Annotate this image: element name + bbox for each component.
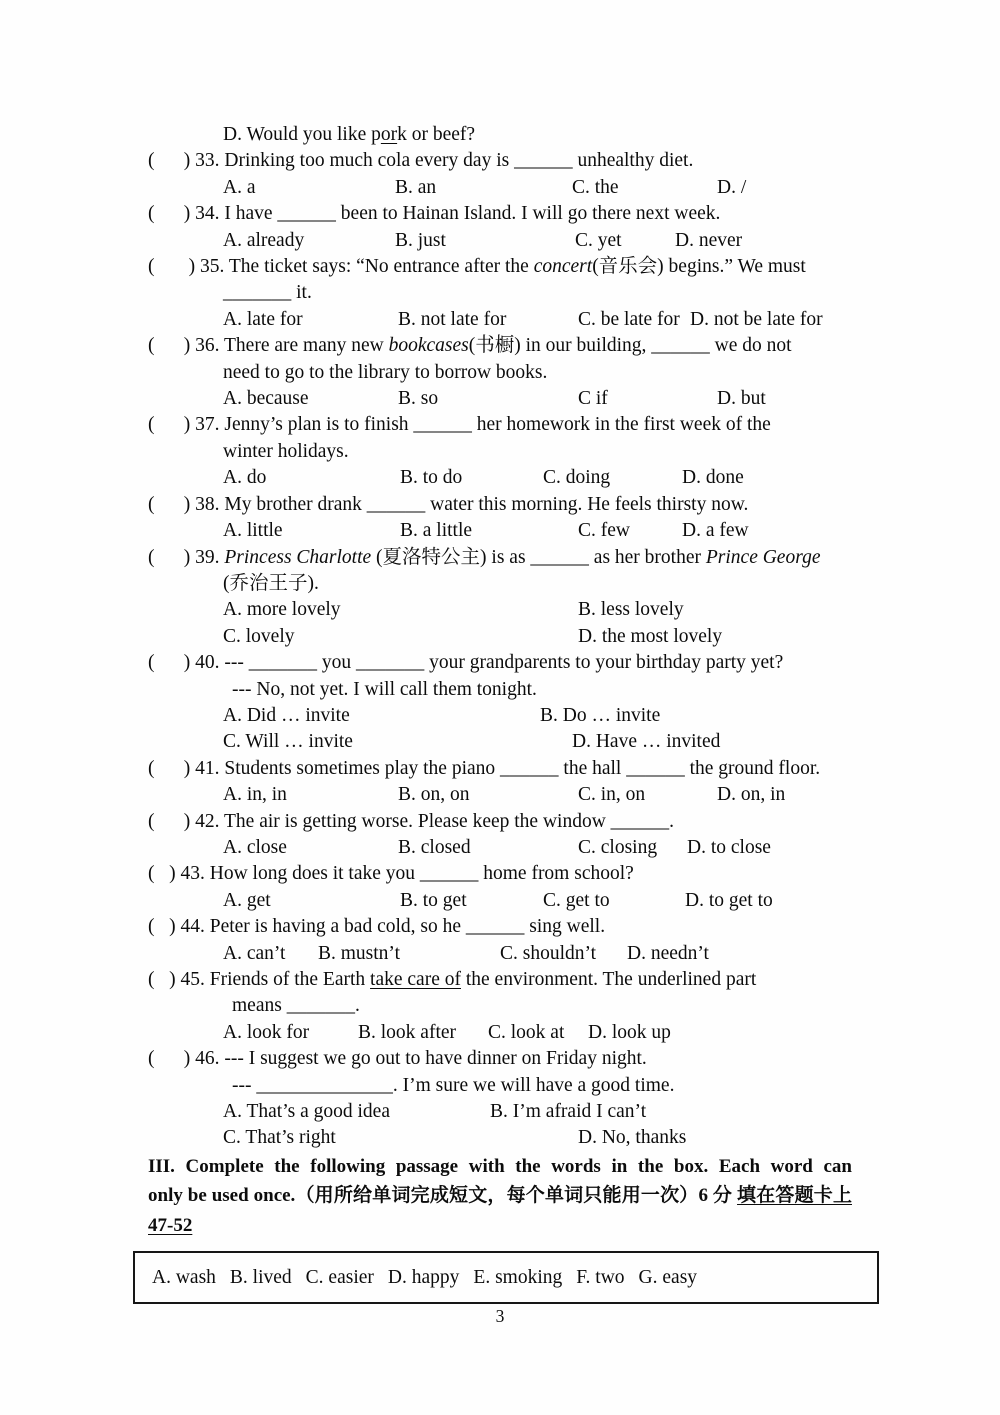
text-line <box>148 492 852 518</box>
option-item: B. look after <box>358 1021 457 1043</box>
option-item: C. the <box>572 176 619 198</box>
text-line <box>148 677 852 703</box>
text-segment: means _______. <box>232 995 360 1017</box>
text-segment: ( ) 42. The air is getting worse. Please keep the window ______. <box>148 810 675 832</box>
option-item: B. closed <box>398 836 471 858</box>
option-item: D. the most lovely <box>578 625 723 647</box>
option-item: C. in, on <box>578 784 646 806</box>
option-item: B. an <box>395 176 437 198</box>
section-heading-line <box>148 1181 852 1211</box>
text-segment: ( ) 41. Students sometimes play the piano ______ the hall ______ the ground floor. <box>148 757 821 779</box>
option-item: B. Do … invite <box>540 704 661 726</box>
word-box-item: G. easy <box>638 1267 698 1288</box>
option-item: C. yet <box>575 229 622 251</box>
text-line <box>148 545 852 571</box>
text-line <box>148 1073 852 1099</box>
option-item: B. less lovely <box>578 599 684 621</box>
text-segment: III. Complete the following passage with the words in the box. Each word can <box>148 1155 852 1177</box>
text-line <box>148 756 852 782</box>
italic-text: Prince George <box>705 546 821 568</box>
section-heading-line <box>148 1211 852 1241</box>
word-box-item: C. easier <box>305 1267 374 1288</box>
italic-text: bookcases <box>388 335 469 357</box>
text-line <box>148 412 852 438</box>
option-item: C. That’s right <box>223 1127 336 1149</box>
text-segment: ( ) 33. Drinking too much cola every day is ______ unhealthy diet. <box>148 150 694 172</box>
word-box-item: D. happy <box>387 1267 460 1288</box>
option-item: D. to get to <box>685 889 773 911</box>
text-segment: only be used once.（用所给单词完成短文，每个单词只能用一次）6 分 <box>148 1185 738 1207</box>
option-row <box>148 624 852 650</box>
option-item: B. a little <box>400 520 473 542</box>
text-line <box>148 571 852 597</box>
word-box-item: F. two <box>576 1267 625 1288</box>
text-segment: (夏洛特公主) is as ______ as her brother <box>371 546 706 568</box>
text-segment: ( ) 36. There are many new <box>148 335 389 357</box>
text-line <box>148 993 852 1019</box>
text-line <box>148 280 852 306</box>
option-item: C. get to <box>543 889 610 911</box>
option-item: C. Will … invite <box>223 731 353 753</box>
option-item: A. That’s a good idea <box>223 1101 390 1123</box>
text-line <box>148 148 852 174</box>
option-item: D. done <box>682 467 744 489</box>
text-segment: ( ) 40. --- _______ you _______ your grandparents to your birthday party yet? <box>148 652 784 674</box>
text-segment: ( ) 38. My brother drank ______ water this morning. He feels thirsty now. <box>148 493 749 515</box>
text-line <box>148 1046 852 1072</box>
text-line <box>148 201 852 227</box>
page-number: 3 <box>495 1306 505 1326</box>
text-segment: the environment. The underlined part <box>460 969 757 990</box>
underlined-text: or <box>380 124 398 145</box>
option-item: A. close <box>223 836 287 858</box>
text-line <box>148 360 852 386</box>
text-segment: ( ) 44. Peter is having a bad cold, so he ______ sing well. <box>148 916 606 938</box>
option-item: D. to close <box>687 836 771 858</box>
option-item: C. be late for <box>578 308 680 330</box>
text-segment: (乔治王子). <box>223 572 319 594</box>
text-segment: ( ) 46. --- I suggest we go out to have dinner on Friday night. <box>148 1048 647 1070</box>
text-line <box>148 967 852 993</box>
option-item: A. in, in <box>223 784 287 806</box>
option-item: C if <box>578 388 608 410</box>
option-row <box>148 518 852 544</box>
text-line <box>148 333 852 359</box>
text-segment: k or beef? <box>397 124 476 145</box>
option-item: C. few <box>578 520 630 542</box>
text-segment: ( ) 45. Friends of the Earth <box>148 969 371 990</box>
option-item: C. doing <box>543 467 611 489</box>
option-row <box>148 835 852 861</box>
word-box <box>133 1251 879 1304</box>
option-row <box>148 941 852 967</box>
option-row <box>148 307 852 333</box>
option-row <box>148 465 852 491</box>
underlined-text: 47-52 <box>148 1214 193 1236</box>
option-item: A. can’t <box>223 942 286 964</box>
option-item: A. a <box>223 176 256 198</box>
text-segment: ( ) 35. The ticket says: “No entrance after the <box>148 256 534 278</box>
text-segment: (书橱) in our building, ______ we do not <box>468 335 792 357</box>
text-line <box>148 254 852 280</box>
option-item: B. I’m afraid I can’t <box>490 1101 647 1123</box>
option-item: D. Have … invited <box>572 731 721 753</box>
option-item: D. look up <box>588 1021 671 1043</box>
text-line <box>148 914 852 940</box>
text-segment: D. Would you like p <box>223 124 381 145</box>
text-segment: ( ) 43. How long does it take you ______ home from school? <box>148 863 634 885</box>
option-item: D. never <box>675 229 743 251</box>
option-item: D. not be late for <box>690 308 823 330</box>
text-segment: (音乐会) begins.” We must <box>592 256 806 278</box>
option-item: A. more lovely <box>223 599 341 621</box>
option-row <box>148 386 852 412</box>
option-item: B. mustn’t <box>318 942 400 964</box>
option-item: A. look for <box>223 1021 310 1043</box>
option-row <box>148 703 852 729</box>
option-item: C. look at <box>488 1021 565 1043</box>
option-item: A. late for <box>223 308 303 330</box>
text-segment: winter holidays. <box>223 440 349 462</box>
option-row <box>148 729 852 755</box>
word-box-item: E. smoking <box>473 1267 563 1288</box>
option-row <box>148 597 852 623</box>
option-item: D. but <box>717 388 766 410</box>
option-item: B. just <box>395 229 446 251</box>
option-item: B. to get <box>400 889 467 911</box>
option-item: D. on, in <box>717 784 786 806</box>
word-box-item: B. lived <box>229 1267 292 1288</box>
text-line <box>148 439 852 465</box>
option-item: C. shouldn’t <box>500 942 597 964</box>
option-item: A. Did … invite <box>223 704 350 726</box>
text-segment: --- ______________. I’m sure we will have a good time. <box>232 1074 675 1096</box>
option-item: D. a few <box>682 520 749 542</box>
text-segment: --- No, not yet. I will call them tonight. <box>232 678 537 700</box>
text-line <box>148 122 852 148</box>
option-row <box>148 1125 852 1151</box>
option-row <box>148 782 852 808</box>
option-item: A. do <box>223 467 267 489</box>
option-item: B. on, on <box>398 784 470 806</box>
text-segment: ( ) 34. I have ______ been to Hainan Island. I will go there next week. <box>148 203 721 225</box>
option-item: A. already <box>223 229 305 251</box>
text-line <box>148 650 852 676</box>
option-item: B. so <box>398 388 439 410</box>
option-row <box>148 175 852 201</box>
text-line <box>148 861 852 887</box>
italic-text: Princess Charlotte <box>224 546 372 568</box>
option-item: D. / <box>717 176 747 198</box>
option-item: B. to do <box>400 467 463 489</box>
text-segment: need to go to the library to borrow books. <box>223 361 548 383</box>
option-row <box>148 1099 852 1125</box>
option-row <box>148 888 852 914</box>
option-item: D. No, thanks <box>578 1127 687 1149</box>
option-row <box>148 228 852 254</box>
option-item: A. little <box>223 520 283 542</box>
option-item: B. not late for <box>398 308 507 330</box>
italic-text: concert <box>533 256 593 278</box>
text-segment: _______ it. <box>223 282 312 304</box>
option-item: C. lovely <box>223 625 295 647</box>
text-segment: ( ) 37. Jenny’s plan is to finish ______ her homework in the first week of the <box>148 414 771 436</box>
underlined-text: take care of <box>370 969 461 990</box>
option-item: A. get <box>223 889 271 911</box>
option-item: D. needn’t <box>627 942 709 964</box>
text-line <box>148 809 852 835</box>
section-heading-line <box>148 1152 852 1182</box>
text-segment: ( ) 39. <box>148 546 225 568</box>
exam-body <box>148 122 852 1240</box>
underlined-text: 填在答题卡上 <box>737 1185 852 1207</box>
option-item: C. closing <box>578 836 658 858</box>
option-row <box>148 1020 852 1046</box>
option-item: A. because <box>223 388 309 410</box>
word-box-item: A. wash <box>152 1267 216 1288</box>
